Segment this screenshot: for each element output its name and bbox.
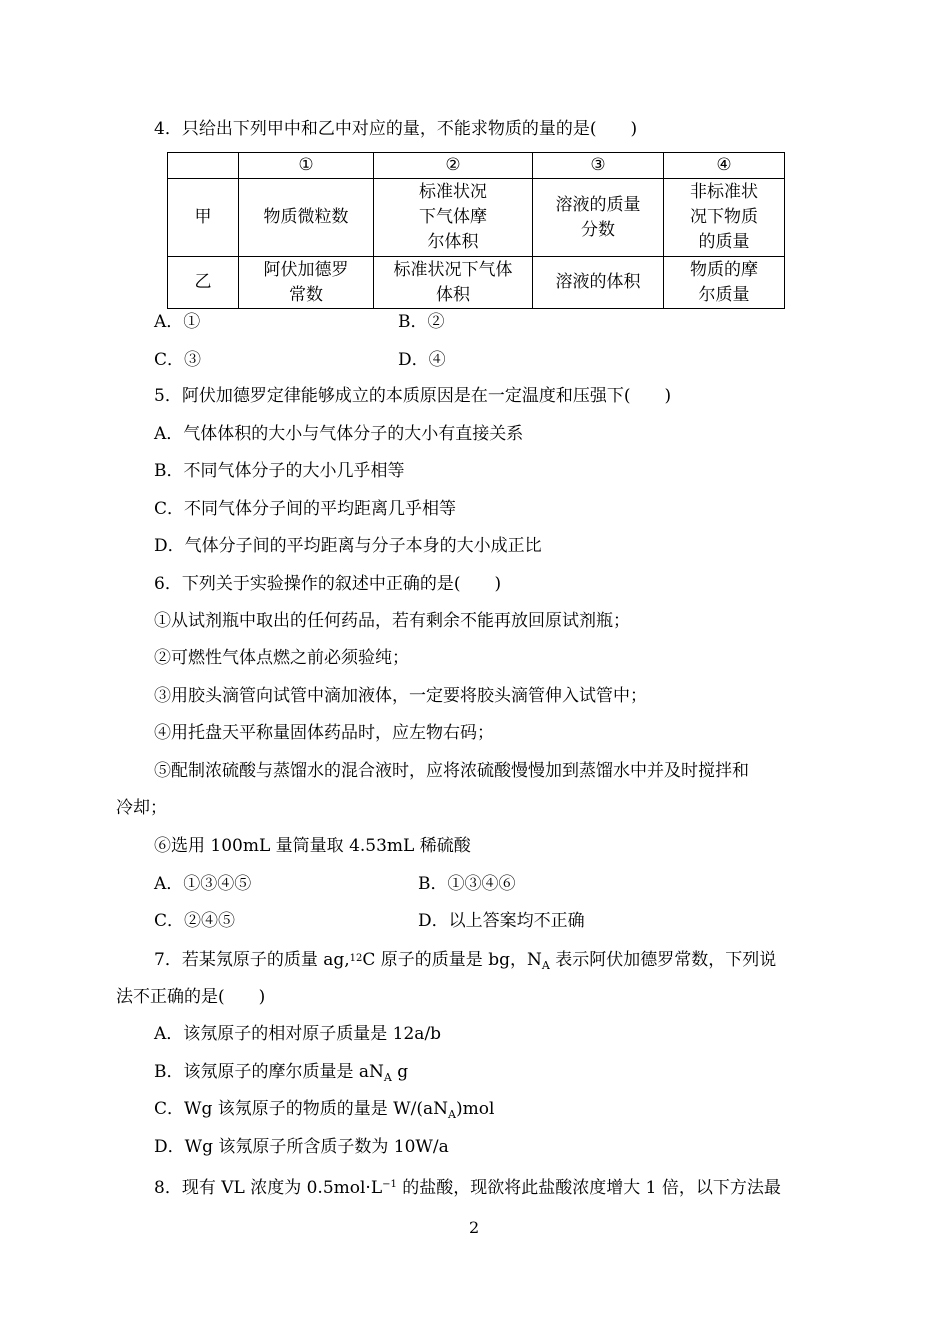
q7-isotope-mass-number: 12	[349, 953, 363, 964]
q5-option-b: B．不同气体分子的大小几乎相等	[154, 461, 405, 481]
q8-stem-part: 8．现有 VL 浓度为 0.5mol·L	[154, 1178, 383, 1198]
q6-option-d: D．以上答案均不正确	[418, 911, 585, 931]
q6-option-a: A．①③④⑤	[154, 874, 252, 894]
table-cell: 标准状况 下气体摩 尔体积	[374, 179, 533, 257]
q8-superscript: −1	[382, 1179, 397, 1190]
q6-option-c: C．②④⑤	[154, 911, 236, 931]
q7-option-c-unit: )mol	[455, 1099, 495, 1119]
q4-option-c: C．③	[154, 350, 202, 370]
table-cell: 溶液的质量 分数	[533, 179, 664, 257]
q6-statement-1: ①从试剂瓶中取出的任何药品，若有剩余不能再放回原试剂瓶；	[154, 611, 630, 631]
q7-stem-cont: 法不正确的是( )	[116, 987, 266, 1007]
q7-option-b	[154, 1061, 408, 1089]
q6-option-b: B．①③④⑥	[418, 874, 516, 894]
q6-statement-3: ③用胶头滴管向试管中滴加液体，一定要将胶头滴管伸入试管中；	[154, 686, 647, 706]
table-cell: 溶液的体积	[533, 257, 664, 309]
q6-statement-5: ⑤配制浓硫酸与蒸馏水的混合液时，应将浓硫酸慢慢加到蒸馏水中并及时搅拌和	[154, 761, 749, 781]
table-cell: 物质的摩 尔质量	[664, 257, 785, 309]
table-cell: 阿伏加德罗 常数	[239, 257, 374, 309]
q7-subscript: A	[383, 1071, 392, 1084]
table-cell: ④	[664, 153, 785, 179]
table-cell: ②	[374, 153, 533, 179]
q4-table	[167, 152, 785, 309]
q8-stem	[154, 1174, 781, 1199]
q6-statement-6: ⑥选用 100mL 量筒量取 4.53mL 稀硫酸	[154, 836, 471, 856]
q6-statement-4: ④用托盘天平称量固体药品时，应左物右码；	[154, 723, 494, 743]
table-cell: 标准状况下气体 体积	[374, 257, 533, 309]
q8-stem-part: 的盐酸，现欲将此盐酸浓度增大 1 倍，以下方法最	[396, 1178, 781, 1198]
table-cell	[168, 153, 239, 179]
page-number: 2	[469, 1218, 480, 1237]
q7-option-c	[154, 1098, 494, 1126]
q7-option-c-text: C．Wg 该氖原子的物质的量是 W/(aN	[154, 1099, 449, 1119]
table-cell: 乙	[168, 257, 239, 309]
table-row	[168, 153, 785, 179]
table-cell: 甲	[168, 179, 239, 257]
table-cell: 物质微粒数	[239, 179, 374, 257]
q7-subscript: A	[448, 1108, 456, 1121]
q7-option-b-unit: g	[391, 1062, 409, 1082]
q6-stem: 6．下列关于实验操作的叙述中正确的是( )	[154, 574, 502, 594]
q6-statement-5-cont: 冷却；	[116, 798, 167, 818]
q7-subscript: A	[541, 959, 550, 972]
q4-option-a: A．①	[154, 312, 201, 332]
table-cell: ①	[239, 153, 374, 179]
q7-option-b-text: B．该氖原子的摩尔质量是 aN	[154, 1062, 384, 1082]
q4-option-d: D．④	[398, 350, 446, 370]
q5-option-c: C．不同气体分子间的平均距离几乎相等	[154, 499, 457, 519]
table-cell: 非标准状 况下物质 的质量	[664, 179, 785, 257]
q7-stem-part: C 原子的质量是 bg，N	[362, 950, 542, 970]
table-row	[168, 179, 785, 257]
q7-stem-part: 表示阿伏加德罗常数，下列说	[549, 950, 777, 970]
table-cell: ③	[533, 153, 664, 179]
q5-option-d: D．气体分子间的平均距离与分子本身的大小成正比	[154, 536, 542, 556]
q7-option-a: A．该氖原子的相对原子质量是 12a/b	[154, 1024, 442, 1044]
q6-statement-2: ②可燃性气体点燃之前必须验纯；	[154, 648, 409, 668]
q5-stem: 5．阿伏加德罗定律能够成立的本质原因是在一定温度和压强下( )	[154, 386, 672, 406]
q4-option-b: B．②	[398, 312, 445, 332]
table-row	[168, 257, 785, 309]
q7-option-d: D．Wg 该氖原子所含质子数为 10W/a	[154, 1137, 449, 1157]
q7-stem-part: 7．若某氖原子的质量 ag,	[154, 950, 350, 970]
q7-stem	[154, 948, 776, 977]
q4-stem: 4．只给出下列甲中和乙中对应的量，不能求物质的量的是( )	[154, 119, 638, 139]
q5-option-a: A．气体体积的大小与气体分子的大小有直接关系	[154, 424, 524, 444]
